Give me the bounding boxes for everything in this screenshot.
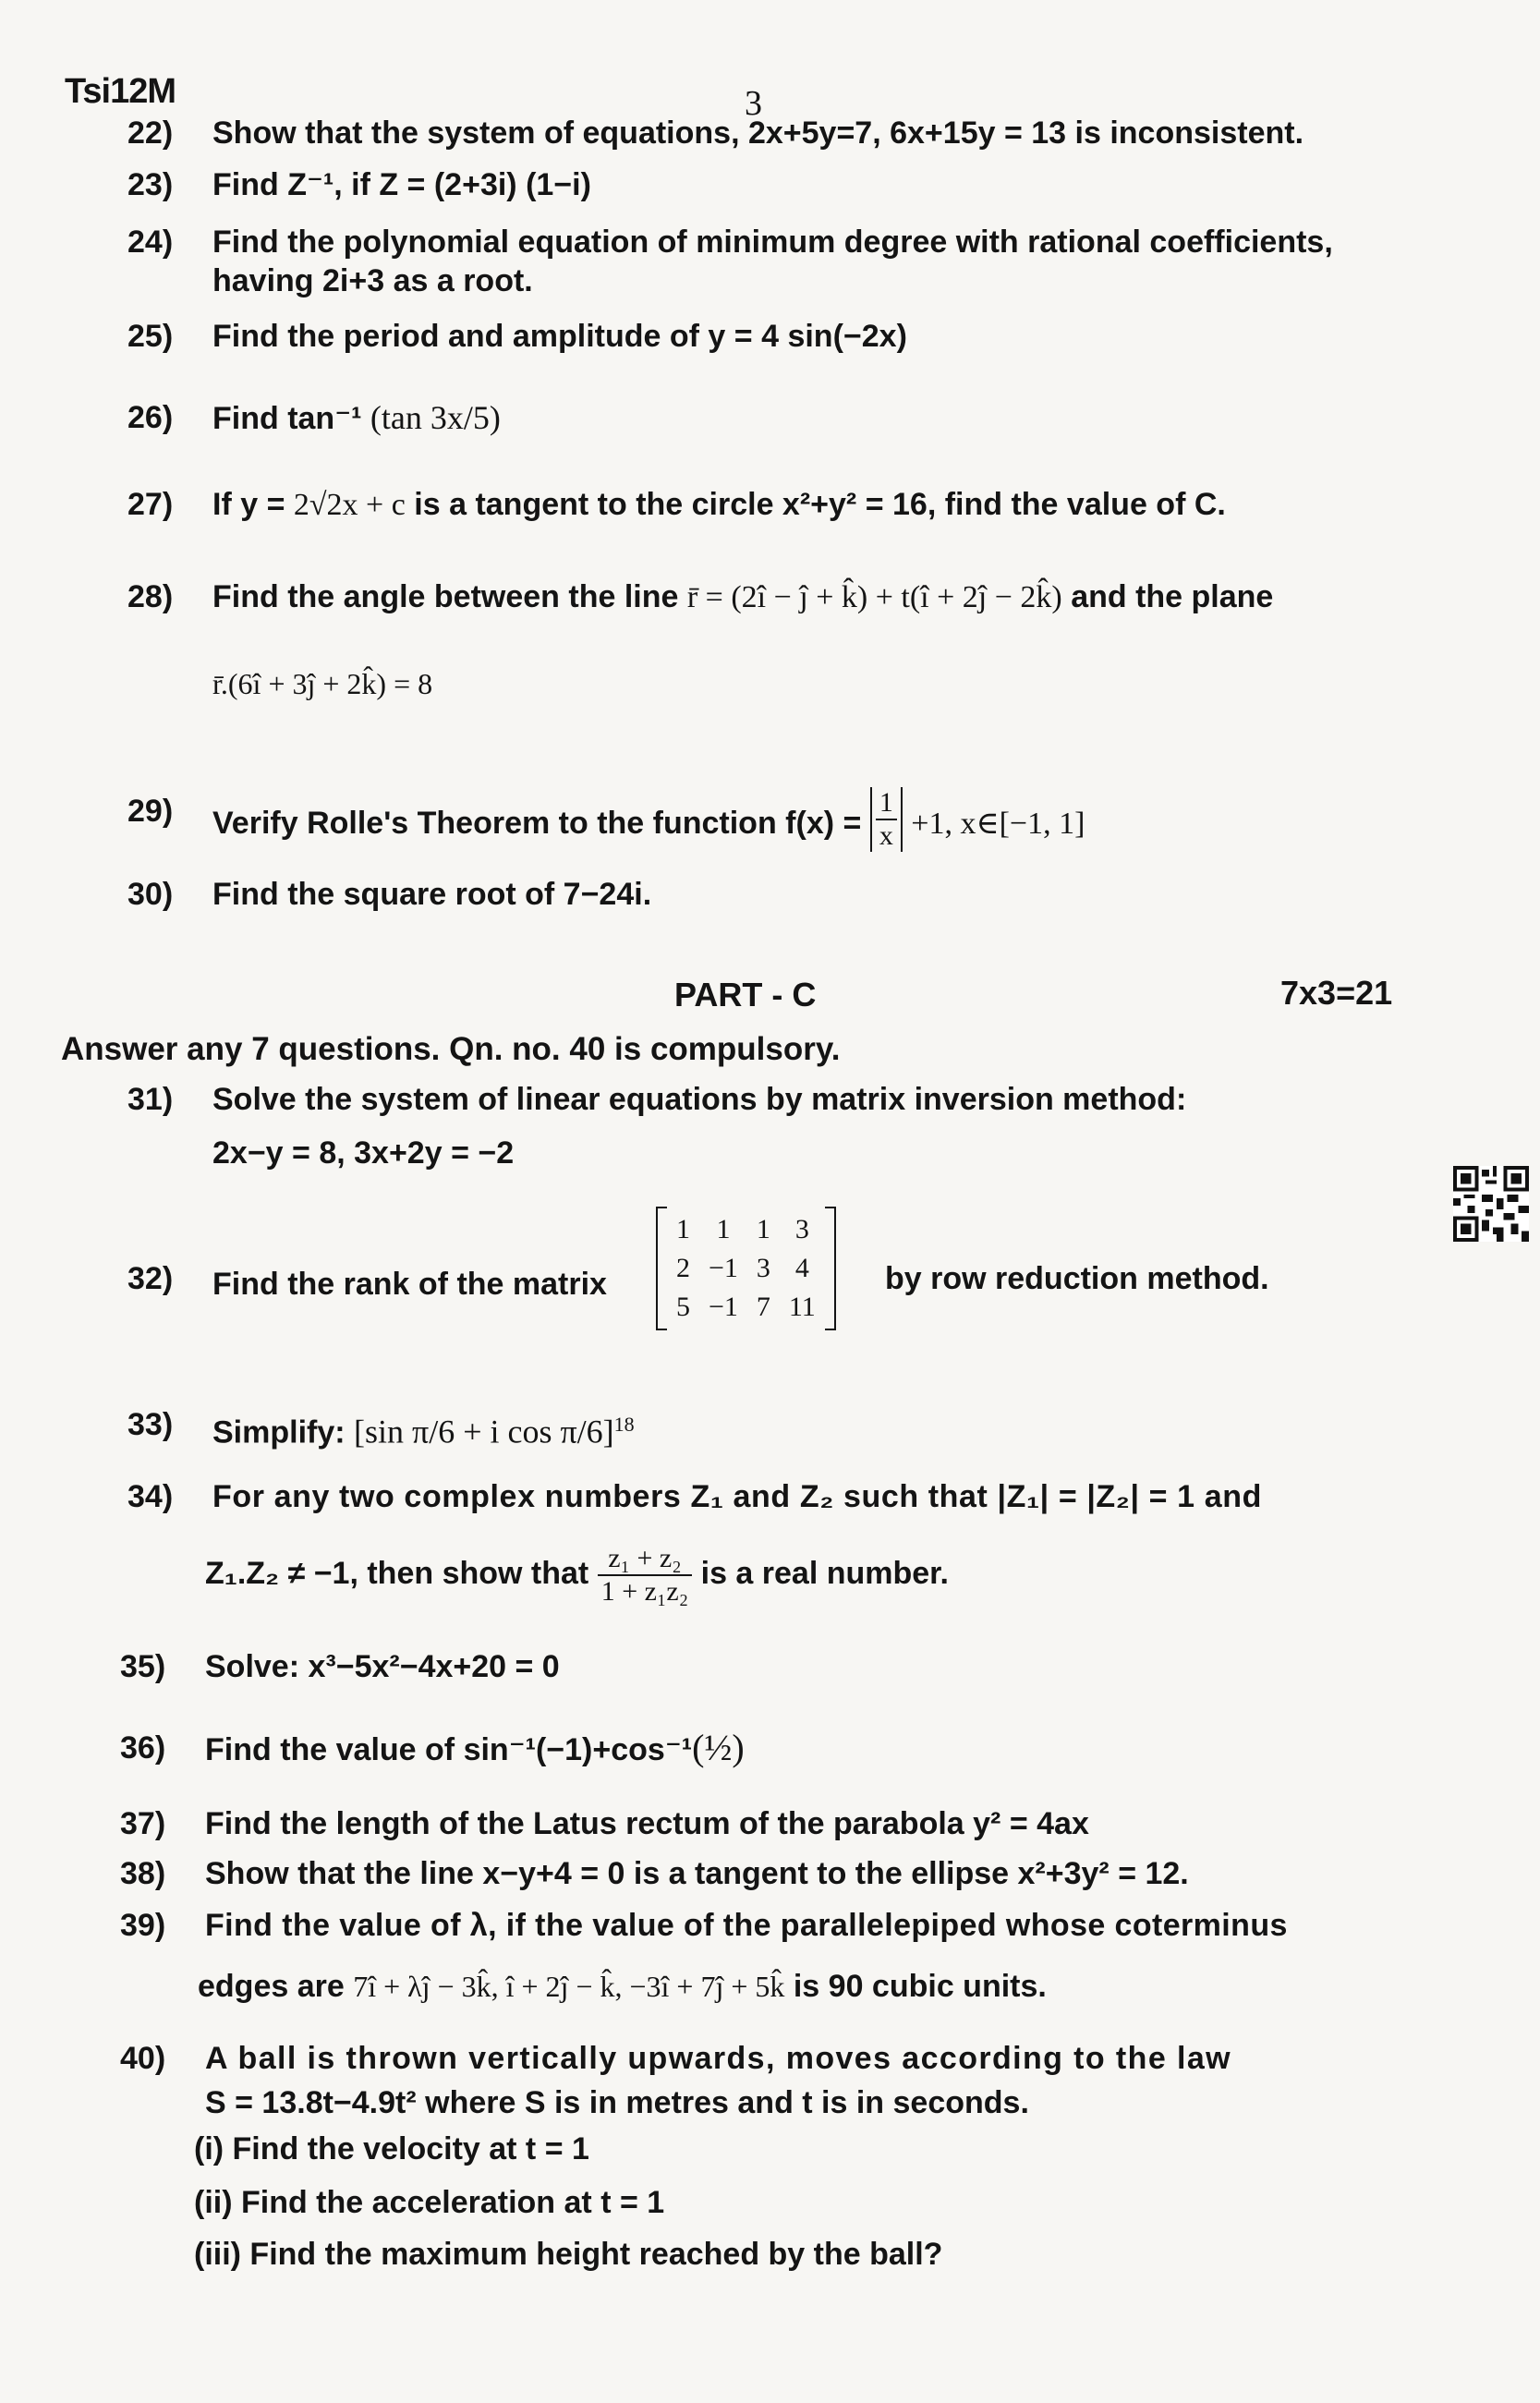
question-text: Solve: x³−5x²−4x+20 = 0 bbox=[205, 1649, 560, 1684]
question-34-line2 bbox=[205, 1543, 949, 1608]
question-text: edges are bbox=[198, 1969, 345, 2004]
question-number: 34) bbox=[127, 1479, 174, 1514]
question-text: Find the value of λ, if the value of the parallelepiped whose coterminus bbox=[205, 1908, 1288, 1943]
question-number: 33) bbox=[127, 1407, 174, 1442]
question-31-equations: 2x−y = 8, 3x+2y = −2 bbox=[212, 1135, 515, 1171]
question-number: 36) bbox=[120, 1730, 166, 1766]
question-text: Find Z⁻¹, if Z = (2+3i) (1−i) bbox=[212, 167, 591, 202]
matrix-cell: 5 bbox=[676, 1292, 690, 1322]
rank-matrix bbox=[656, 1207, 836, 1330]
matrix-cell: −1 bbox=[709, 1253, 738, 1283]
math-expression: 2√2x + c bbox=[293, 488, 406, 522]
matrix-cell: 1 bbox=[676, 1214, 690, 1244]
qr-code bbox=[1453, 1166, 1529, 1242]
fraction-denominator: 1 + z₁z₂ bbox=[600, 1576, 689, 1607]
matrix-bracket-left bbox=[656, 1207, 667, 1330]
question-32-text: Find the rank of the matrix bbox=[212, 1267, 607, 1302]
fraction-numerator: 1 bbox=[876, 787, 897, 820]
question-text: Solve the system of linear equations by matrix inversion method: bbox=[212, 1082, 1187, 1117]
question-text: Find tan⁻¹ bbox=[212, 401, 362, 436]
matrix-cell: 4 bbox=[794, 1253, 809, 1283]
question-text: A ball is thrown vertically upwards, moves according to the law bbox=[205, 2041, 1231, 2076]
matrix-row bbox=[667, 1288, 825, 1327]
question-number: 37) bbox=[120, 1806, 166, 1841]
matrix-cell: 1 bbox=[756, 1214, 770, 1244]
question-text: Find the period and amplitude of y = 4 sin(−2x) bbox=[212, 319, 907, 354]
question-number: 35) bbox=[120, 1649, 166, 1684]
question-text: Find the length of the Latus rectum of the parabola y² = 4ax bbox=[205, 1806, 1089, 1841]
question-39-line2 bbox=[198, 1968, 1047, 2005]
question-number: 22) bbox=[127, 115, 174, 151]
matrix-bracket-right bbox=[825, 1207, 836, 1330]
question-number: 32) bbox=[127, 1261, 174, 1296]
question-24-line2: having 2i+3 as a root. bbox=[212, 263, 533, 298]
question-number: 29) bbox=[127, 794, 174, 829]
question-text: Show that the system of equations, 2x+5y=7, 6x+15y = 13 is inconsistent. bbox=[212, 115, 1304, 151]
fraction-numerator: z₁ + z₂ bbox=[598, 1543, 692, 1576]
math-expression: (½) bbox=[692, 1727, 745, 1768]
math-expression: r̄ = (2î − ĵ + k̂) + t(î + 2ĵ − 2k̂) bbox=[686, 580, 1062, 614]
question-text: Verify Rolle's Theorem to the function f(x) = bbox=[212, 805, 862, 841]
question-text: and the plane bbox=[1071, 579, 1274, 614]
question-number: 40) bbox=[120, 2041, 166, 2076]
part-c-marks: 7x3=21 bbox=[1280, 974, 1393, 1012]
matrix-cell: 2 bbox=[676, 1253, 690, 1283]
math-expression: 7î + λĵ − 3k̂, î + 2ĵ − k̂, −3î + 7ĵ + 5k̂ bbox=[353, 1970, 785, 2003]
question-text: Find the angle between the line bbox=[212, 579, 679, 614]
matrix-row bbox=[667, 1249, 825, 1288]
matrix-cell: 7 bbox=[756, 1292, 770, 1322]
question-number: 28) bbox=[127, 579, 174, 614]
question-number: 38) bbox=[120, 1856, 166, 1891]
question-text: Find the square root of 7−24i. bbox=[212, 877, 652, 912]
question-number: 25) bbox=[127, 319, 174, 354]
question-text: is 90 cubic units. bbox=[793, 1969, 1047, 2004]
matrix-cell: −1 bbox=[709, 1292, 738, 1322]
question-number: 30) bbox=[127, 877, 174, 912]
question-number: 26) bbox=[127, 400, 174, 435]
question-number: 27) bbox=[127, 487, 174, 522]
question-40-law: S = 13.8t−4.9t² where S is in metres and t is in seconds. bbox=[205, 2085, 1029, 2120]
question-text: Z₁.Z₂ ≠ −1, then show that bbox=[205, 1555, 589, 1591]
question-28-plane: r̄.(6î + 3ĵ + 2k̂) = 8 bbox=[212, 667, 433, 700]
question-40-part-iii: (iii) Find the maximum height reached by the ball? bbox=[194, 2237, 943, 2272]
question-number: 31) bbox=[127, 1082, 174, 1117]
matrix-row bbox=[667, 1210, 825, 1249]
question-number: 23) bbox=[127, 167, 174, 202]
question-text: If y = bbox=[212, 487, 285, 522]
question-text: is a tangent to the circle x²+y² = 16, find the value of C. bbox=[414, 487, 1226, 522]
question-number: 39) bbox=[120, 1908, 166, 1943]
math-expression: (tan 3x/5) bbox=[370, 399, 501, 436]
question-40-part-ii: (ii) Find the acceleration at t = 1 bbox=[194, 2185, 665, 2220]
question-number: 24) bbox=[127, 225, 174, 260]
part-c-heading: PART - C bbox=[674, 976, 817, 1013]
part-c-instruction: Answer any 7 questions. Qn. no. 40 is compulsory. bbox=[61, 1031, 841, 1067]
math-expression: +1, x∈[−1, 1] bbox=[911, 806, 1085, 841]
absolute-value bbox=[870, 787, 903, 852]
matrix-cell: 3 bbox=[756, 1253, 770, 1283]
question-text: For any two complex numbers Z₁ and Z₂ such that |Z₁| = |Z₂| = 1 and bbox=[212, 1479, 1262, 1514]
question-text: Find the value of sin⁻¹(−1)+cos⁻¹ bbox=[205, 1732, 693, 1767]
matrix-table bbox=[667, 1210, 825, 1327]
matrix-cell: 3 bbox=[794, 1214, 809, 1244]
matrix-cell: 1 bbox=[716, 1214, 731, 1244]
exponent: 18 bbox=[613, 1413, 635, 1436]
paper-code: Tsi12M bbox=[65, 72, 176, 111]
fraction-denominator: x bbox=[879, 820, 893, 851]
question-text: Simplify: bbox=[212, 1414, 346, 1450]
page-number: 3 bbox=[745, 84, 762, 123]
question-text: Find the polynomial equation of minimum degree with rational coefficients, bbox=[212, 225, 1333, 260]
question-32-method: by row reduction method. bbox=[885, 1261, 1269, 1296]
question-text: Show that the line x−y+4 = 0 is a tangent to the ellipse x²+3y² = 12. bbox=[205, 1856, 1189, 1891]
math-expression: [sin π/6 + i cos π/6] bbox=[354, 1413, 614, 1450]
question-text: is a real number. bbox=[700, 1555, 949, 1591]
question-40-part-i: (i) Find the velocity at t = 1 bbox=[194, 2131, 589, 2166]
matrix-cell: 11 bbox=[788, 1292, 816, 1322]
